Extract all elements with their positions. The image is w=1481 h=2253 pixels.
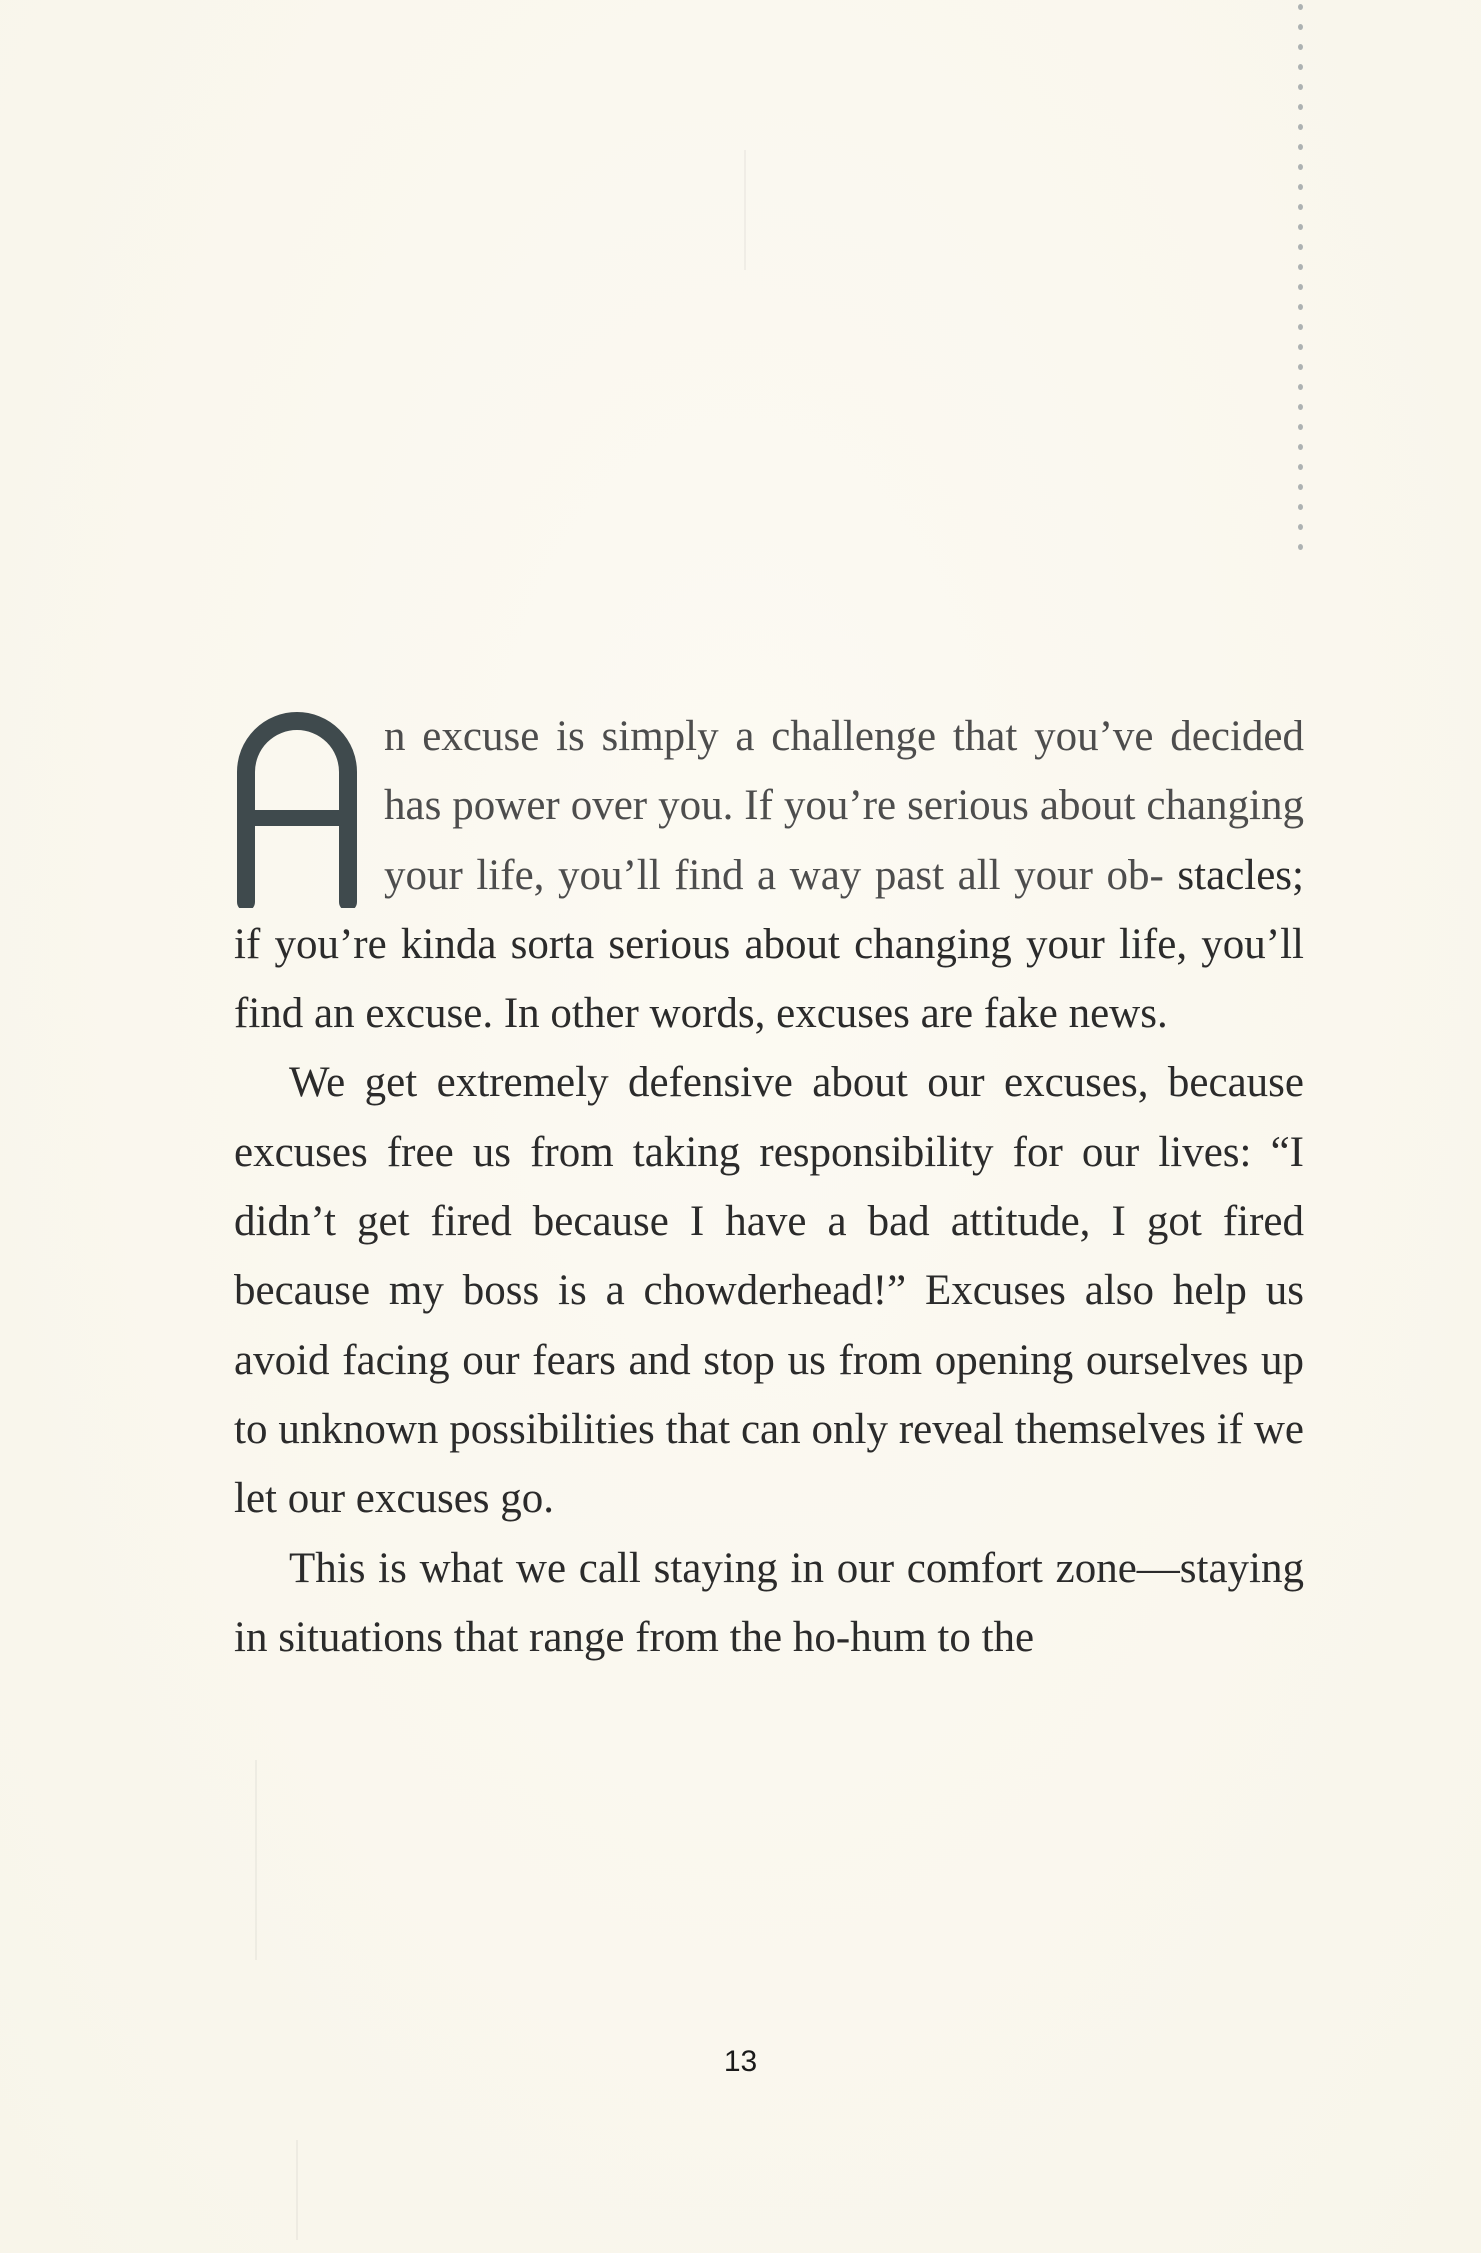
decorative-dot — [1298, 224, 1303, 230]
decorative-dot — [1298, 104, 1303, 110]
decorative-dot — [1298, 444, 1303, 450]
decorative-dot — [1298, 124, 1303, 130]
paper-mark — [255, 1760, 257, 1960]
decorative-dot — [1298, 304, 1303, 310]
decorative-dot — [1298, 524, 1303, 530]
decorative-dot — [1298, 344, 1303, 350]
decorative-dot-column — [1296, 0, 1304, 564]
decorative-dot — [1298, 24, 1303, 30]
decorative-dot — [1298, 164, 1303, 170]
decorative-dot — [1298, 504, 1303, 510]
paper-mark — [744, 150, 746, 270]
drop-cap-letter — [234, 710, 360, 908]
decorative-dot — [1298, 244, 1303, 250]
decorative-dot — [1298, 184, 1303, 190]
decorative-dot — [1298, 84, 1303, 90]
decorative-dot — [1298, 484, 1303, 490]
page-number: 13 — [723, 2045, 758, 2078]
decorative-dot — [1298, 264, 1303, 270]
drop-cap-a-icon — [234, 710, 360, 908]
decorative-dot — [1298, 424, 1303, 430]
body-text — [234, 702, 1304, 1672]
paragraph-2: We get extremely defensive about our excuses, because excuses free us from taking responsibility for our lives: “I didn’t get fired because I have a bad attitude, I got fired because my boss is a chowderhead!” Excuses also help us avoid facing our fears and stop us from opening ourselves up to unknown possibilities that can only reveal themselves if we let our excuses go. — [234, 1059, 1304, 1523]
paragraph-1-lead-in: n excuse is simply a challenge that you’ve decided has power over you. If you’re serious about changing your life, you’ll find a way past all your ob- — [384, 713, 1304, 899]
paragraph-1-text: stacles; if you’re kinda sorta serious about changing your life, you’ll find an excuse. In other words, excuses are fake news. — [234, 851, 1304, 1038]
decorative-dot — [1298, 384, 1303, 390]
decorative-dot — [1298, 464, 1303, 470]
paper-mark — [296, 2140, 298, 2240]
decorative-dot — [1298, 364, 1303, 370]
decorative-dot — [1298, 4, 1303, 10]
decorative-dot — [1298, 544, 1303, 550]
decorative-dot — [1298, 44, 1303, 50]
decorative-dot — [1298, 144, 1303, 150]
decorative-dot — [1298, 64, 1303, 70]
decorative-dot — [1298, 324, 1303, 330]
paragraph-1 — [234, 702, 1304, 1048]
decorative-dot — [1298, 404, 1303, 410]
paragraph-3: This is what we call staying in our comfort zone—staying in situations that range from the ho-hum to the — [234, 1544, 1304, 1661]
decorative-dot — [1298, 284, 1303, 290]
decorative-dot — [1298, 204, 1303, 210]
